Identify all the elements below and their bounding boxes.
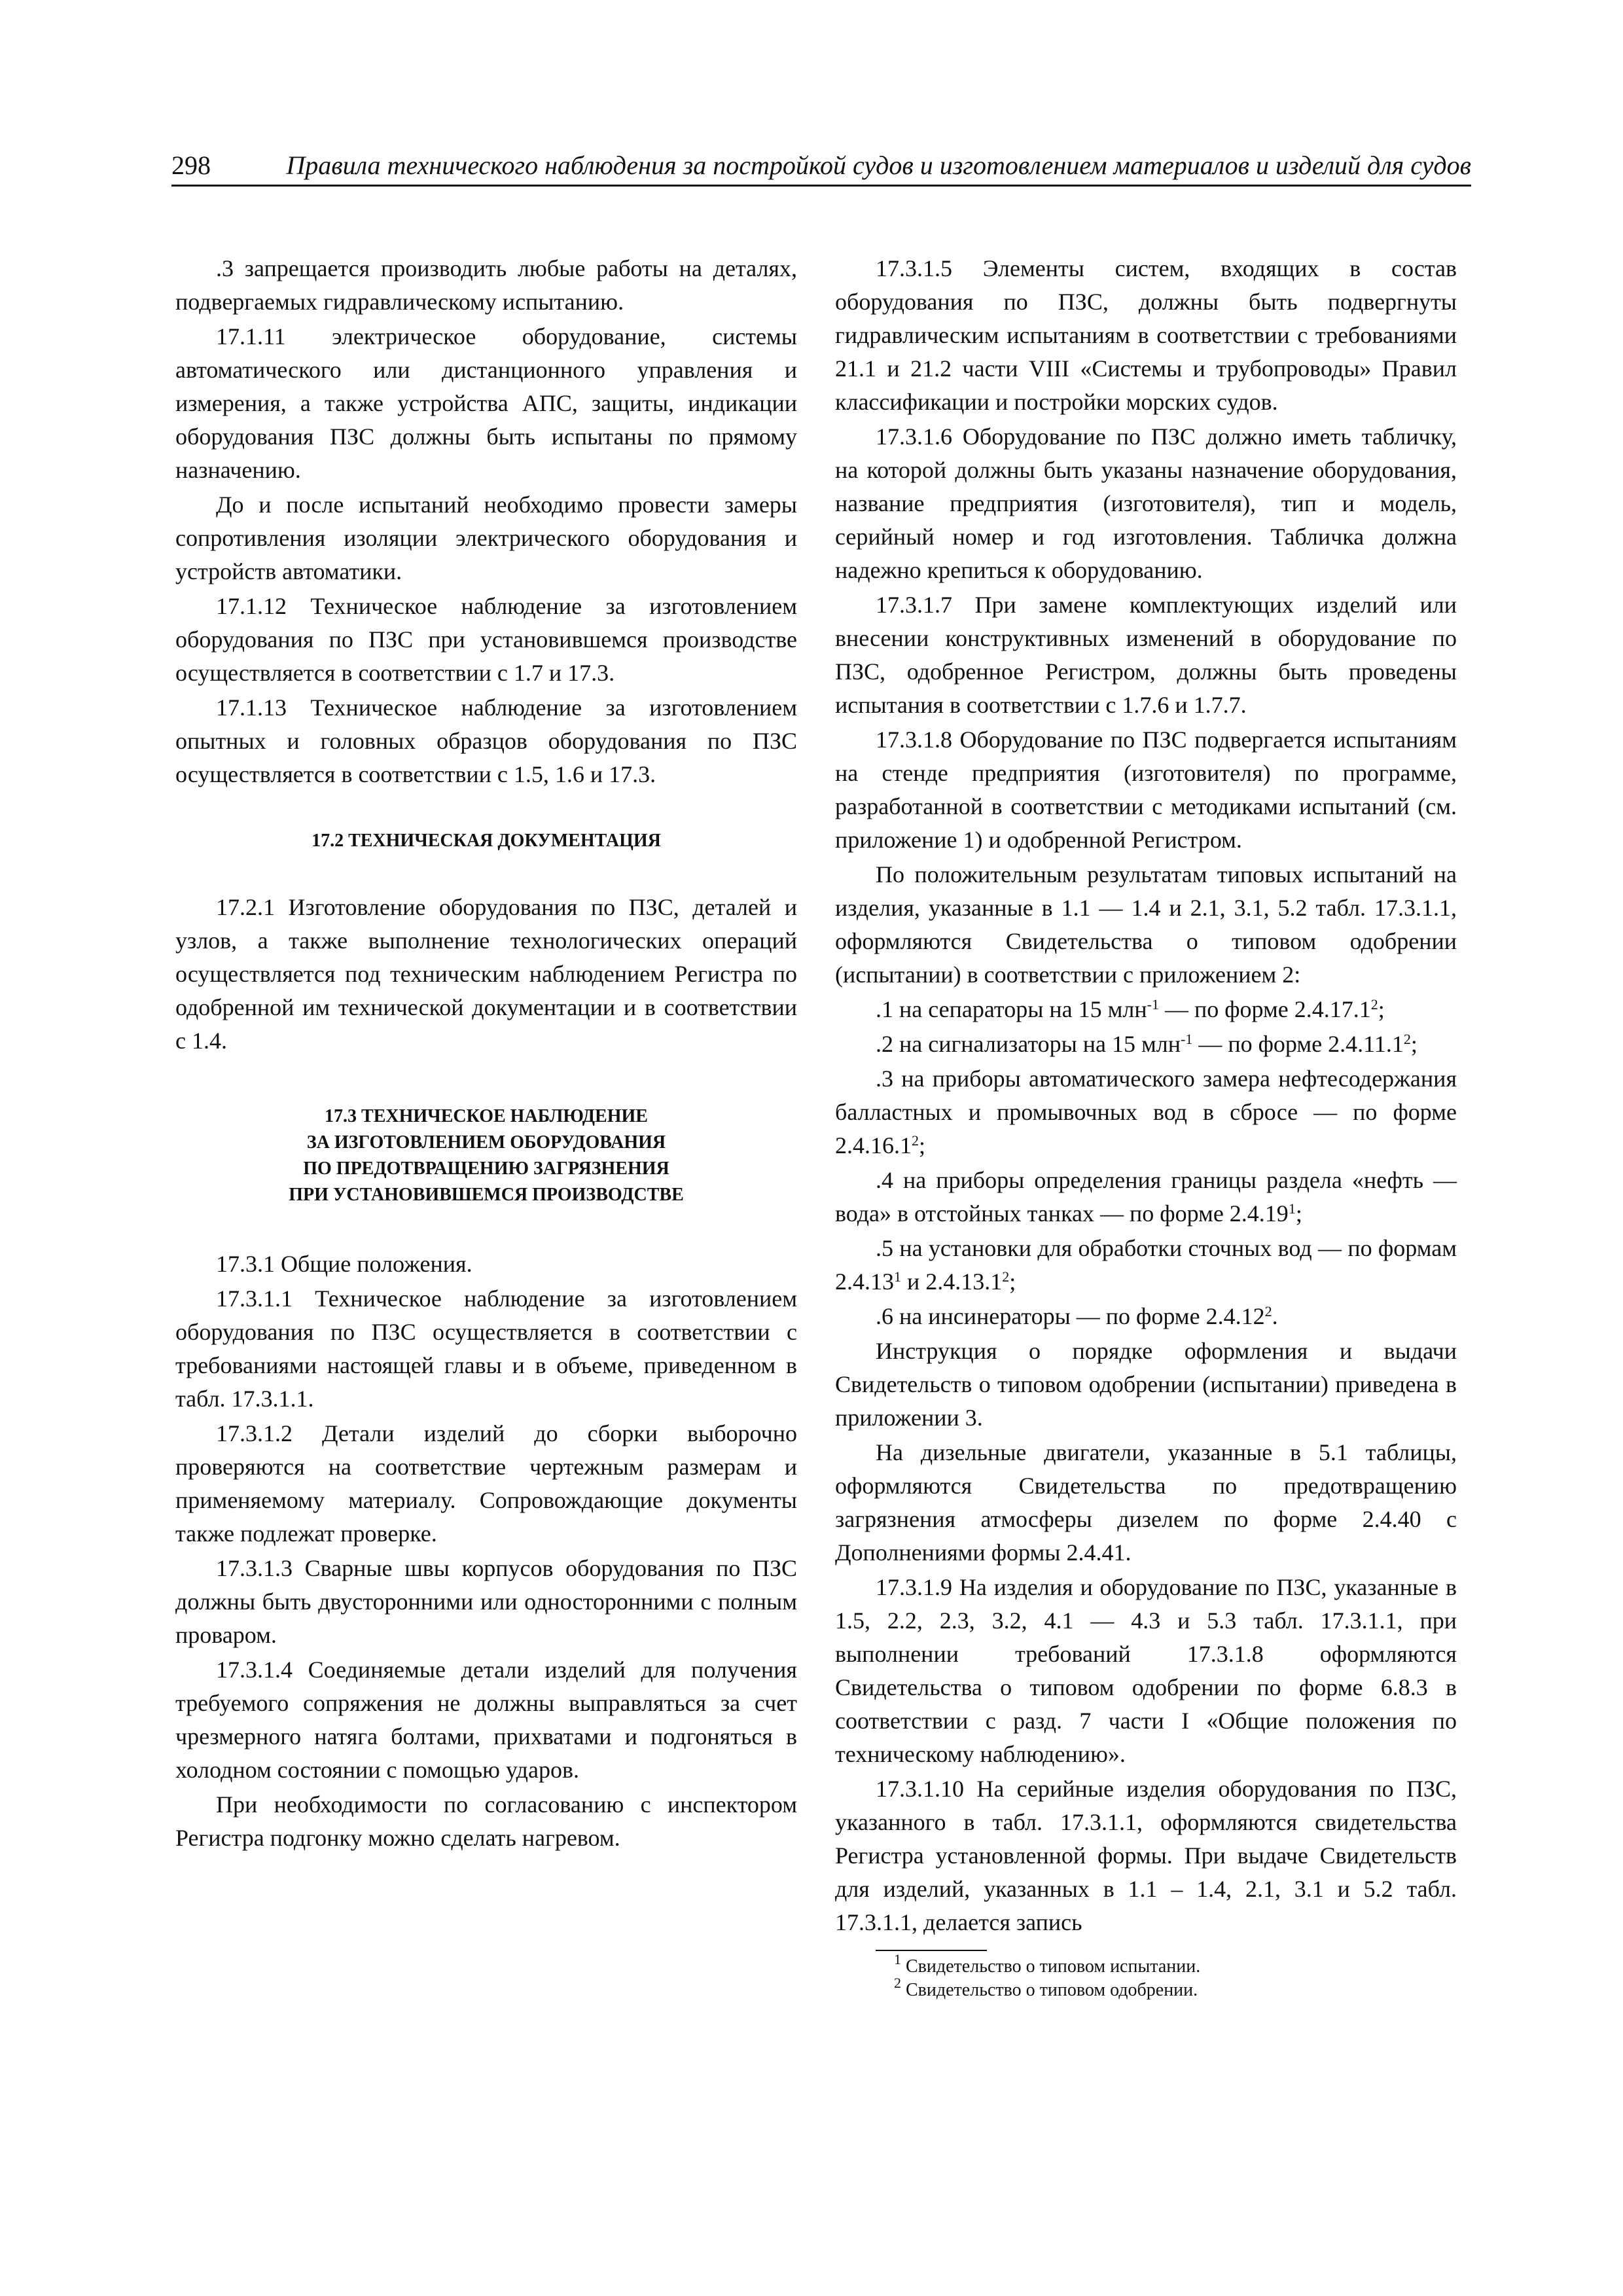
paragraph: По положительным результатам типовых испытаний на изделия, указанные в 1.1 — 1.4 и 2.1, 3.1, 5.2 табл. 17.3.1.1, оформляются Свидетельства о типовом одобрении (испытании) в соответствии с приложением 2: <box>835 861 1457 988</box>
footnote-number: 1 <box>894 1951 901 1967</box>
footnotes <box>835 1950 1457 2002</box>
list-item <box>835 1232 1457 1299</box>
paragraph: .3 запрещается производить любые работы на деталях, подвергаемых гидравлическому испытанию. <box>175 255 797 315</box>
paragraph: 17.3.1.2 Детали изделий до сборки выборочно проверяются на соответствие чертежным размерам и применяемому материалу. Сопровождающие документы также подлежат проверке. <box>175 1420 797 1547</box>
list-item <box>835 1028 1457 1061</box>
paragraph: На дизельные двигатели, указанные в 5.1 таблицы, оформляются Свидетельства по предотвращению загрязнения атмосферы дизелем по форме 2.4.40 с Дополнениями формы 2.4.41. <box>835 1439 1457 1566</box>
footnote-ref: 2 <box>1264 1303 1272 1319</box>
page-header <box>171 148 1471 187</box>
paragraph: 17.3.1.6 Оборудование по ПЗС должно иметь табличку, на которой должны быть указаны назначение оборудования, название предприятия (изготовителя), тип и модель, серийный номер и год изготовления. Табличка должна надежно крепиться к оборудованию. <box>835 423 1457 583</box>
list-item <box>835 993 1457 1026</box>
superscript: -1 <box>1181 1031 1193 1047</box>
paragraph: 17.3.1.7 При замене комплектующих изделий или внесении конструктивных изменений в оборудование по ПЗС, одобренное Регистром, должны быть проведены испытания в соответствии с 1.7.6 и 1.7.7. <box>835 592 1457 718</box>
item-text: .3 на приборы автоматического замера нефтесодержания балластных и промывочных вод в сбросе — по форме 2.4.16.1 <box>835 1066 1457 1158</box>
right-column <box>835 252 1457 2002</box>
left-column <box>175 252 797 1856</box>
superscript: -1 <box>1147 996 1159 1013</box>
heading-line: ПО ПРЕДОТВРАЩЕНИЮ ЗАГРЯЗНЕНИЯ <box>303 1158 669 1179</box>
item-text: .5 на установки для обработки сточных вод — по формам 2.4.13 <box>835 1235 1457 1295</box>
footnote <box>835 1951 1457 1979</box>
item-text: — по форме 2.4.17.1 <box>1158 996 1371 1022</box>
paragraph: 17.3.1.10 На серийные изделия оборудования по ПЗС, указанного в табл. 17.3.1.1, оформляются свидетельства Регистра установленной формы. При выдаче Свидетельств для изделий, указанных в 1.1 – 1.4, 2.1, 3.1 и 5.2 табл. 17.3.1.1, делается запись <box>835 1776 1457 1935</box>
footnote-ref: 2 <box>1403 1031 1411 1047</box>
paragraph: Инструкция о порядке оформления и выдачи Свидетельств о типовом одобрении (испытании) приведена в приложении 3. <box>835 1338 1457 1431</box>
footnote <box>835 1975 1457 2002</box>
punct: ; <box>1009 1268 1016 1295</box>
section-heading-17-3 <box>175 1103 797 1208</box>
paragraph: 17.1.13 Техническое наблюдение за изготовлением опытных и головных образцов оборудования по ПЗС осуществляется в соответствии с 1.5, 1.6 и 17.3. <box>175 694 797 787</box>
item-text: и 2.4.13.1 <box>901 1268 1003 1295</box>
footnote-text: Свидетельство о типовом одобрении. <box>901 1980 1198 2000</box>
punct: ; <box>1378 996 1385 1022</box>
punct: ; <box>1410 1031 1418 1057</box>
paragraph: 17.3.1 Общие положения. <box>216 1251 473 1277</box>
paragraph: 17.3.1.9 На изделия и оборудование по ПЗС, указанные в 1.5, 2.2, 2.3, 3.2, 4.1 — 4.3 и 5.3 табл. 17.3.1.1, при выполнении требований 17.3.1.8 оформляются Свидетельства о типовом одобрении по форме 6.8.3 в соответствии с разд. 7 части I «Общие положения по техническому наблюдению». <box>835 1574 1457 1767</box>
footnote-text: Свидетельство о типовом испытании. <box>901 1956 1201 1977</box>
item-text: — по форме 2.4.11.1 <box>1192 1031 1404 1057</box>
item-text: .4 на приборы определения границы раздела «нефть — вода» в отстойных танках — по форме 2.4.19 <box>835 1167 1457 1227</box>
footnote-ref: 1 <box>1288 1200 1296 1217</box>
paragraph: При необходимости по согласованию с инспектором Регистра подгонку можно сделать нагревом. <box>175 1791 797 1851</box>
footnote-ref: 1 <box>894 1268 901 1285</box>
paragraph: 17.2.1 Изготовление оборудования по ПЗС, деталей и узлов, а также выполнение технологических операций осуществляется под техническим наблюдением Регистра по одобренной им технической документации и в соответствии с 1.4. <box>175 894 797 1054</box>
footnote-ref: 2 <box>1002 1268 1010 1285</box>
paragraph: 17.1.12 Техническое наблюдение за изготовлением оборудования по ПЗС при установившемся производстве осуществляется в соответствии с 1.7 и 17.3. <box>175 593 797 686</box>
item-text: .6 на инсинераторы — по форме 2.4.12 <box>876 1303 1265 1329</box>
footnote-ref: 2 <box>1370 996 1378 1013</box>
footnote-ref: 2 <box>912 1132 919 1149</box>
heading-line: ПРИ УСТАНОВИВШЕМСЯ ПРОИЗВОДСТВЕ <box>289 1185 684 1205</box>
footnote-divider <box>876 1950 987 1951</box>
punct: ; <box>919 1132 926 1158</box>
paragraph: 17.3.1.1 Техническое наблюдение за изготовлением оборудования по ПЗС осуществляется в соответствии с требованиями настоящей главы и в объеме, приведенном в табл. 17.3.1.1. <box>175 1285 797 1412</box>
paragraph: До и после испытаний необходимо провести замеры сопротивления изоляции электрического оборудования и устройств автоматики. <box>175 492 797 584</box>
paragraph: 17.3.1.4 Соединяемые детали изделий для получения требуемого сопряжения не должны выправляться за счет чрезмерного натяга болтами, прихватами и подгоняться в холодном состоянии с помощью ударов. <box>175 1657 797 1783</box>
item-text: .2 на сигнализаторы на 15 млн <box>876 1031 1181 1057</box>
paragraph: 17.3.1.3 Сварные швы корпусов оборудования по ПЗС должны быть двусторонними или односторонними с полным проваром. <box>175 1555 797 1648</box>
running-title: Правила технического наблюдения за постройкой судов и изготовлением материалов и изделий для судов <box>286 151 1471 180</box>
section-heading-17-2: 17.2 ТЕХНИЧЕСКАЯ ДОКУМЕНТАЦИЯ <box>312 831 661 851</box>
item-text: .1 на сепараторы на 15 млн <box>876 996 1147 1022</box>
paragraph: 17.3.1.8 Оборудование по ПЗС подвергается испытаниям на стенде предприятия (изготовителя) по программе, разработанной в соответствии с методиками испытаний (см. приложение 1) и одобренной Регистром. <box>835 726 1457 853</box>
punct: . <box>1272 1303 1278 1329</box>
list-item <box>835 1062 1457 1162</box>
list-item <box>835 1300 1457 1333</box>
heading-line: 17.3 ТЕХНИЧЕСКОЕ НАБЛЮДЕНИЕ <box>325 1106 648 1126</box>
footnote-number: 2 <box>894 1975 901 1991</box>
punct: ; <box>1295 1200 1302 1227</box>
paragraph: 17.3.1.5 Элементы систем, входящих в состав оборудования по ПЗС, должны быть подвергнуты гидравлическим испытаниям в соответствии с требованиями 21.1 и 21.2 части VIII «Системы и трубопроводы» Правил классификации и постройки морских судов. <box>835 255 1457 415</box>
list-item <box>835 1164 1457 1230</box>
heading-line: ЗА ИЗГОТОВЛЕНИЕМ ОБОРУДОВАНИЯ <box>306 1132 666 1153</box>
page-number: 298 <box>171 151 211 180</box>
paragraph: 17.1.11 электрическое оборудование, системы автоматического или дистанционного управления и измерения, а также устройства АПС, защиты, индикации оборудования ПЗС должны быть испытаны по прямому назначению. <box>175 323 797 483</box>
